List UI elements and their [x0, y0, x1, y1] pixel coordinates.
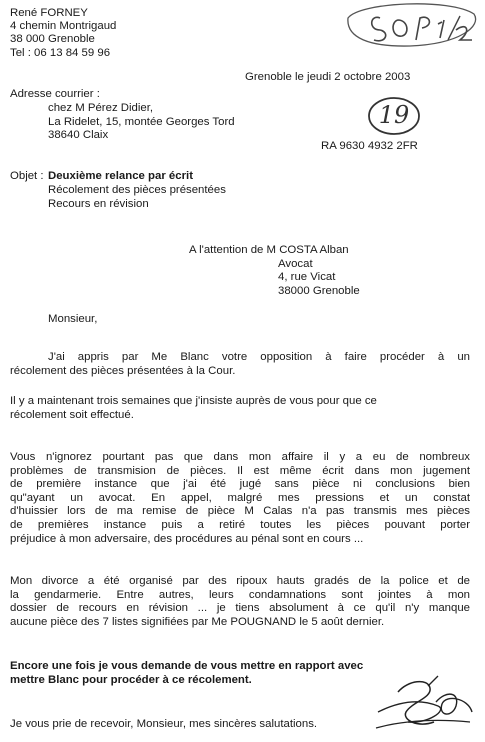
paragraph-line: de première instance que j'ai été jugé sans pièce ni conclusions bien — [10, 478, 470, 491]
paragraph-line: la gendarmerie. Entre autres, leurs condamnations sont jointes à mon — [10, 588, 470, 601]
paragraph-1 — [10, 351, 470, 378]
paragraph-line: mettre Blanc pour procéder à ce récolement. — [10, 673, 252, 686]
registered-reference: RA 9630 4932 2FR — [321, 140, 418, 152]
recipient-city: 38000 Grenoble — [278, 285, 360, 297]
paragraph-line: récolement soit effectué. — [10, 408, 134, 421]
mail-address-line1: chez M Pérez Didier, — [48, 102, 154, 114]
signature-icon — [368, 672, 478, 738]
paragraph-line: qu"ayant un avocat. En appel, malgré mes pressions et un constat — [10, 491, 470, 504]
recipient-street: 4, rue Vicat — [278, 271, 336, 283]
sender-street: 4 chemin Montrigaud — [10, 20, 117, 32]
mail-address-line2: La Ridelet, 15, montée Georges Tord — [48, 116, 235, 128]
paragraph-line: J'ai appris par Me Blanc votre opposition à faire procéder à un — [48, 351, 470, 363]
paragraph-line: de premières instance puis a retiré toutes les pièces pouvant porter — [10, 518, 470, 531]
paragraph-line: Il y a maintenant trois semaines que j'insiste auprès de vous pour que ce — [10, 395, 377, 407]
paragraph-line: Vous n'ignorez pourtant pas que dans mon affaire il y a eu de nombreux — [10, 451, 470, 463]
paragraph-line: Mon divorce a été organisé par des ripoux hauts gradés de la police et de — [10, 575, 470, 587]
subject-line2: Récolement des pièces présentées — [48, 184, 226, 196]
paragraph-line: préjudice à mon adversaire, des procédures au pénal sont en cours ... — [10, 532, 364, 545]
handwritten-stamp — [340, 0, 480, 55]
circled-number-stamp — [366, 95, 422, 137]
paragraph-line: Encore une fois je vous demande de vous mettre en rapport avec — [10, 660, 364, 672]
paragraph-line: aucune pièce des 7 listes signifiées par Me POUGNAND le 5 août dernier. — [10, 615, 385, 628]
recipient-title: Avocat — [278, 258, 313, 270]
subject-line1: Deuxième relance par écrit — [48, 170, 193, 182]
paragraph-line: d'huissier lors de ma remise de pièce M Calas n'a pas transmis mes pièces — [10, 505, 470, 518]
salutation: Monsieur, — [48, 313, 98, 325]
sender-tel: Tel : 06 13 84 59 96 — [10, 47, 111, 59]
recipient-attention: A l'attention de M COSTA Alban — [189, 244, 349, 256]
mail-address-line3: 38640 Claix — [48, 129, 109, 141]
mail-address-label: Adresse courrier : — [10, 88, 100, 100]
circled-number: 19 — [378, 101, 410, 129]
paragraph-line: récolement des pièces présentées à la Cour. — [10, 364, 236, 377]
closing-line: Je vous prie de recevoir, Monsieur, mes sincères salutations. — [10, 718, 318, 730]
paragraph-2 — [10, 395, 470, 422]
subject-label: Objet : — [10, 170, 44, 182]
paragraph-line: dossier de recours en révision ... je tiens absolument à ce qu'il n'y manque — [10, 602, 470, 615]
date-line: Grenoble le jeudi 2 octobre 2003 — [245, 71, 411, 83]
paragraph-3 — [10, 451, 470, 546]
paragraph-line: problèmes de transmision de pièces. Il est même écrit dans mon jugement — [10, 464, 470, 477]
signature — [368, 672, 478, 738]
stamp-oval-icon — [340, 0, 480, 55]
sender-name: René FORNEY — [10, 7, 88, 19]
sender-city: 38 000 Grenoble — [10, 33, 95, 45]
subject-line3: Recours en révision — [48, 198, 149, 210]
paragraph-4 — [10, 575, 470, 629]
